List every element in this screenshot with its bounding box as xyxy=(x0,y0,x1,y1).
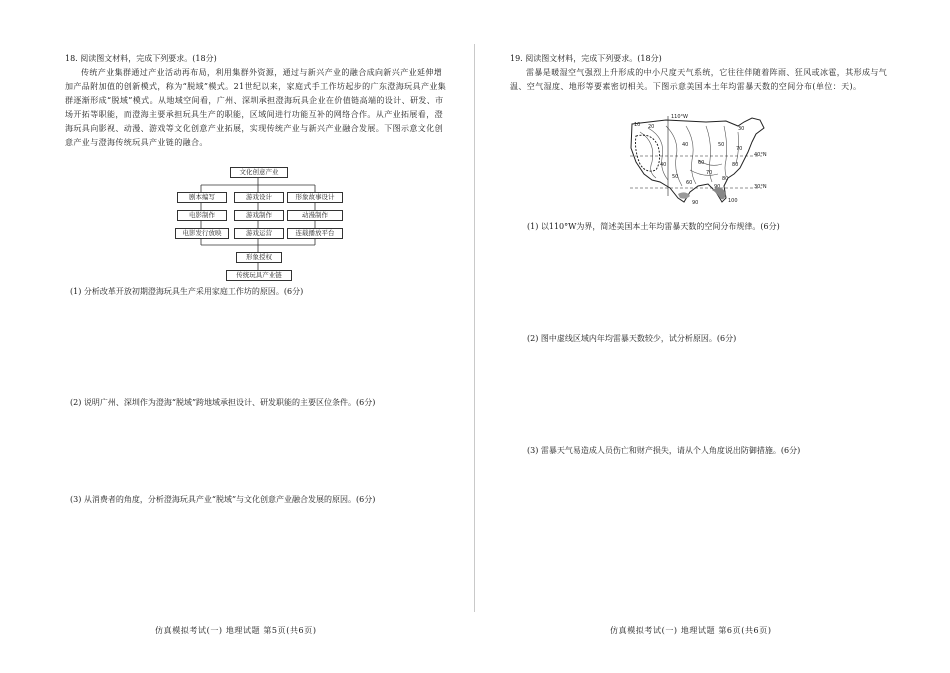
isoline-label: 70 xyxy=(736,146,743,152)
isoline-label: 80 xyxy=(722,176,729,182)
q18-sub3: (3) 从消费者的角度，分析澄海玩具产业“脱域”与文化创意产业融合发展的原因。(6分) xyxy=(70,495,376,504)
isoline-label: 60 xyxy=(698,160,705,166)
flow-box-top: 文化创意产业 xyxy=(230,167,288,178)
q19-sub2: (2) 图中虚线区域内年均雷暴天数较少，试分析原因。(6分) xyxy=(527,334,737,343)
q19-material: 雷暴是暖湿空气强烈上升形成的中小尺度天气系统，它往往伴随着阵雨、狂风或冰雹，其形成与气温、空气湿度、地形等要素密切相关。下图示意美国本土年均雷暴天数的空间分布(单位：天)。 xyxy=(510,68,888,91)
thunderstorm-map xyxy=(626,112,772,215)
flow-box-bottom: 传统玩具产业链 xyxy=(226,270,292,281)
isoline-label: 40 xyxy=(682,142,689,148)
flow-box: 连载播放平台 xyxy=(287,228,343,239)
question-19 xyxy=(510,52,895,94)
page-divider xyxy=(474,44,475,612)
q18-sub2: (2) 说明广州、深圳作为澄海“脱域”跨地域承担设计、研发职能的主要区位条件。(6分) xyxy=(70,398,376,407)
isoline-label: 40 xyxy=(660,162,667,168)
q19-title: 19. 阅读图文材料，完成下列要求。(18分) xyxy=(510,54,662,63)
flow-box: 动漫制作 xyxy=(287,210,343,221)
industry-flow-chart xyxy=(174,165,342,282)
flow-box: 游戏设计 xyxy=(234,192,284,203)
q19-sub1: (1) 以110°W为界，简述美国本土年均雷暴天数的空间分布规律。(6分) xyxy=(527,222,780,231)
q19-sub3: (3) 雷暴天气易造成人员伤亡和财产损失，请从个人角度说出防御措施。(6分) xyxy=(527,446,801,455)
isoline-label: 50 xyxy=(672,174,679,180)
meridian-label: 110°W xyxy=(671,114,688,120)
footer-left: 仿真模拟考试(一) 地理试题 第5页(共6页) xyxy=(155,626,317,635)
isoline-label: 80 xyxy=(732,162,739,168)
flow-box: 电影发行放映 xyxy=(175,228,229,239)
flow-box: 形象故事设计 xyxy=(287,192,343,203)
lat30-label: 30°N xyxy=(754,184,767,190)
flow-box-auth: 形象授权 xyxy=(236,252,282,263)
flow-box: 电影制作 xyxy=(177,210,227,221)
flow-box: 剧本编写 xyxy=(177,192,227,203)
footer-right: 仿真模拟考试(一) 地理试题 第6页(共6页) xyxy=(610,626,772,635)
q18-material: 传统产业集群通过产业活动再布局，利用集群外资源，通过与新兴产业的融合成向新兴产业延伸增加产品附加值的创新模式，称为“脱域”模式。21世纪以来，家庭式手工作坊起步的广东澄海玩具产业集群逐渐形成“脱域”模式。从地域空间看，广州、深圳承担澄海玩具企业在价值链高端的设计、研发、市场开拓等职能，而澄海主要承担玩具生产的职能，区域间进行功能互补的网络合作。从产业拓展看，澄海玩具向影视、动漫、游戏等文化创意产业拓展，实现传统产业与新兴产业融合发展。下图示意文化创意产业与澄海传统玩具产业链的融合。 xyxy=(65,68,447,147)
isoline-label: 90 xyxy=(714,184,721,190)
flow-connectors xyxy=(174,165,342,282)
isoline-label: 70 xyxy=(706,170,713,176)
isoline-label: 100 xyxy=(728,198,738,204)
isoline-label: 50 xyxy=(718,142,725,148)
flow-box: 游戏运营 xyxy=(234,228,284,239)
isoline-label: 10 xyxy=(634,122,641,128)
isoline-label: 20 xyxy=(648,124,655,130)
q18-title: 18. 阅读图文材料，完成下列要求。(18分) xyxy=(65,54,217,63)
flow-box: 游戏制作 xyxy=(234,210,284,221)
q18-sub1: (1) 分析改革开放初期澄海玩具生产采用家庭工作坊的原因。(6分) xyxy=(70,287,304,296)
lat40-label: 40°N xyxy=(754,152,767,158)
isoline-label: 60 xyxy=(686,180,693,186)
isoline-label: 90 xyxy=(692,200,699,206)
question-18 xyxy=(65,52,450,150)
isoline-label: 30 xyxy=(738,126,745,132)
